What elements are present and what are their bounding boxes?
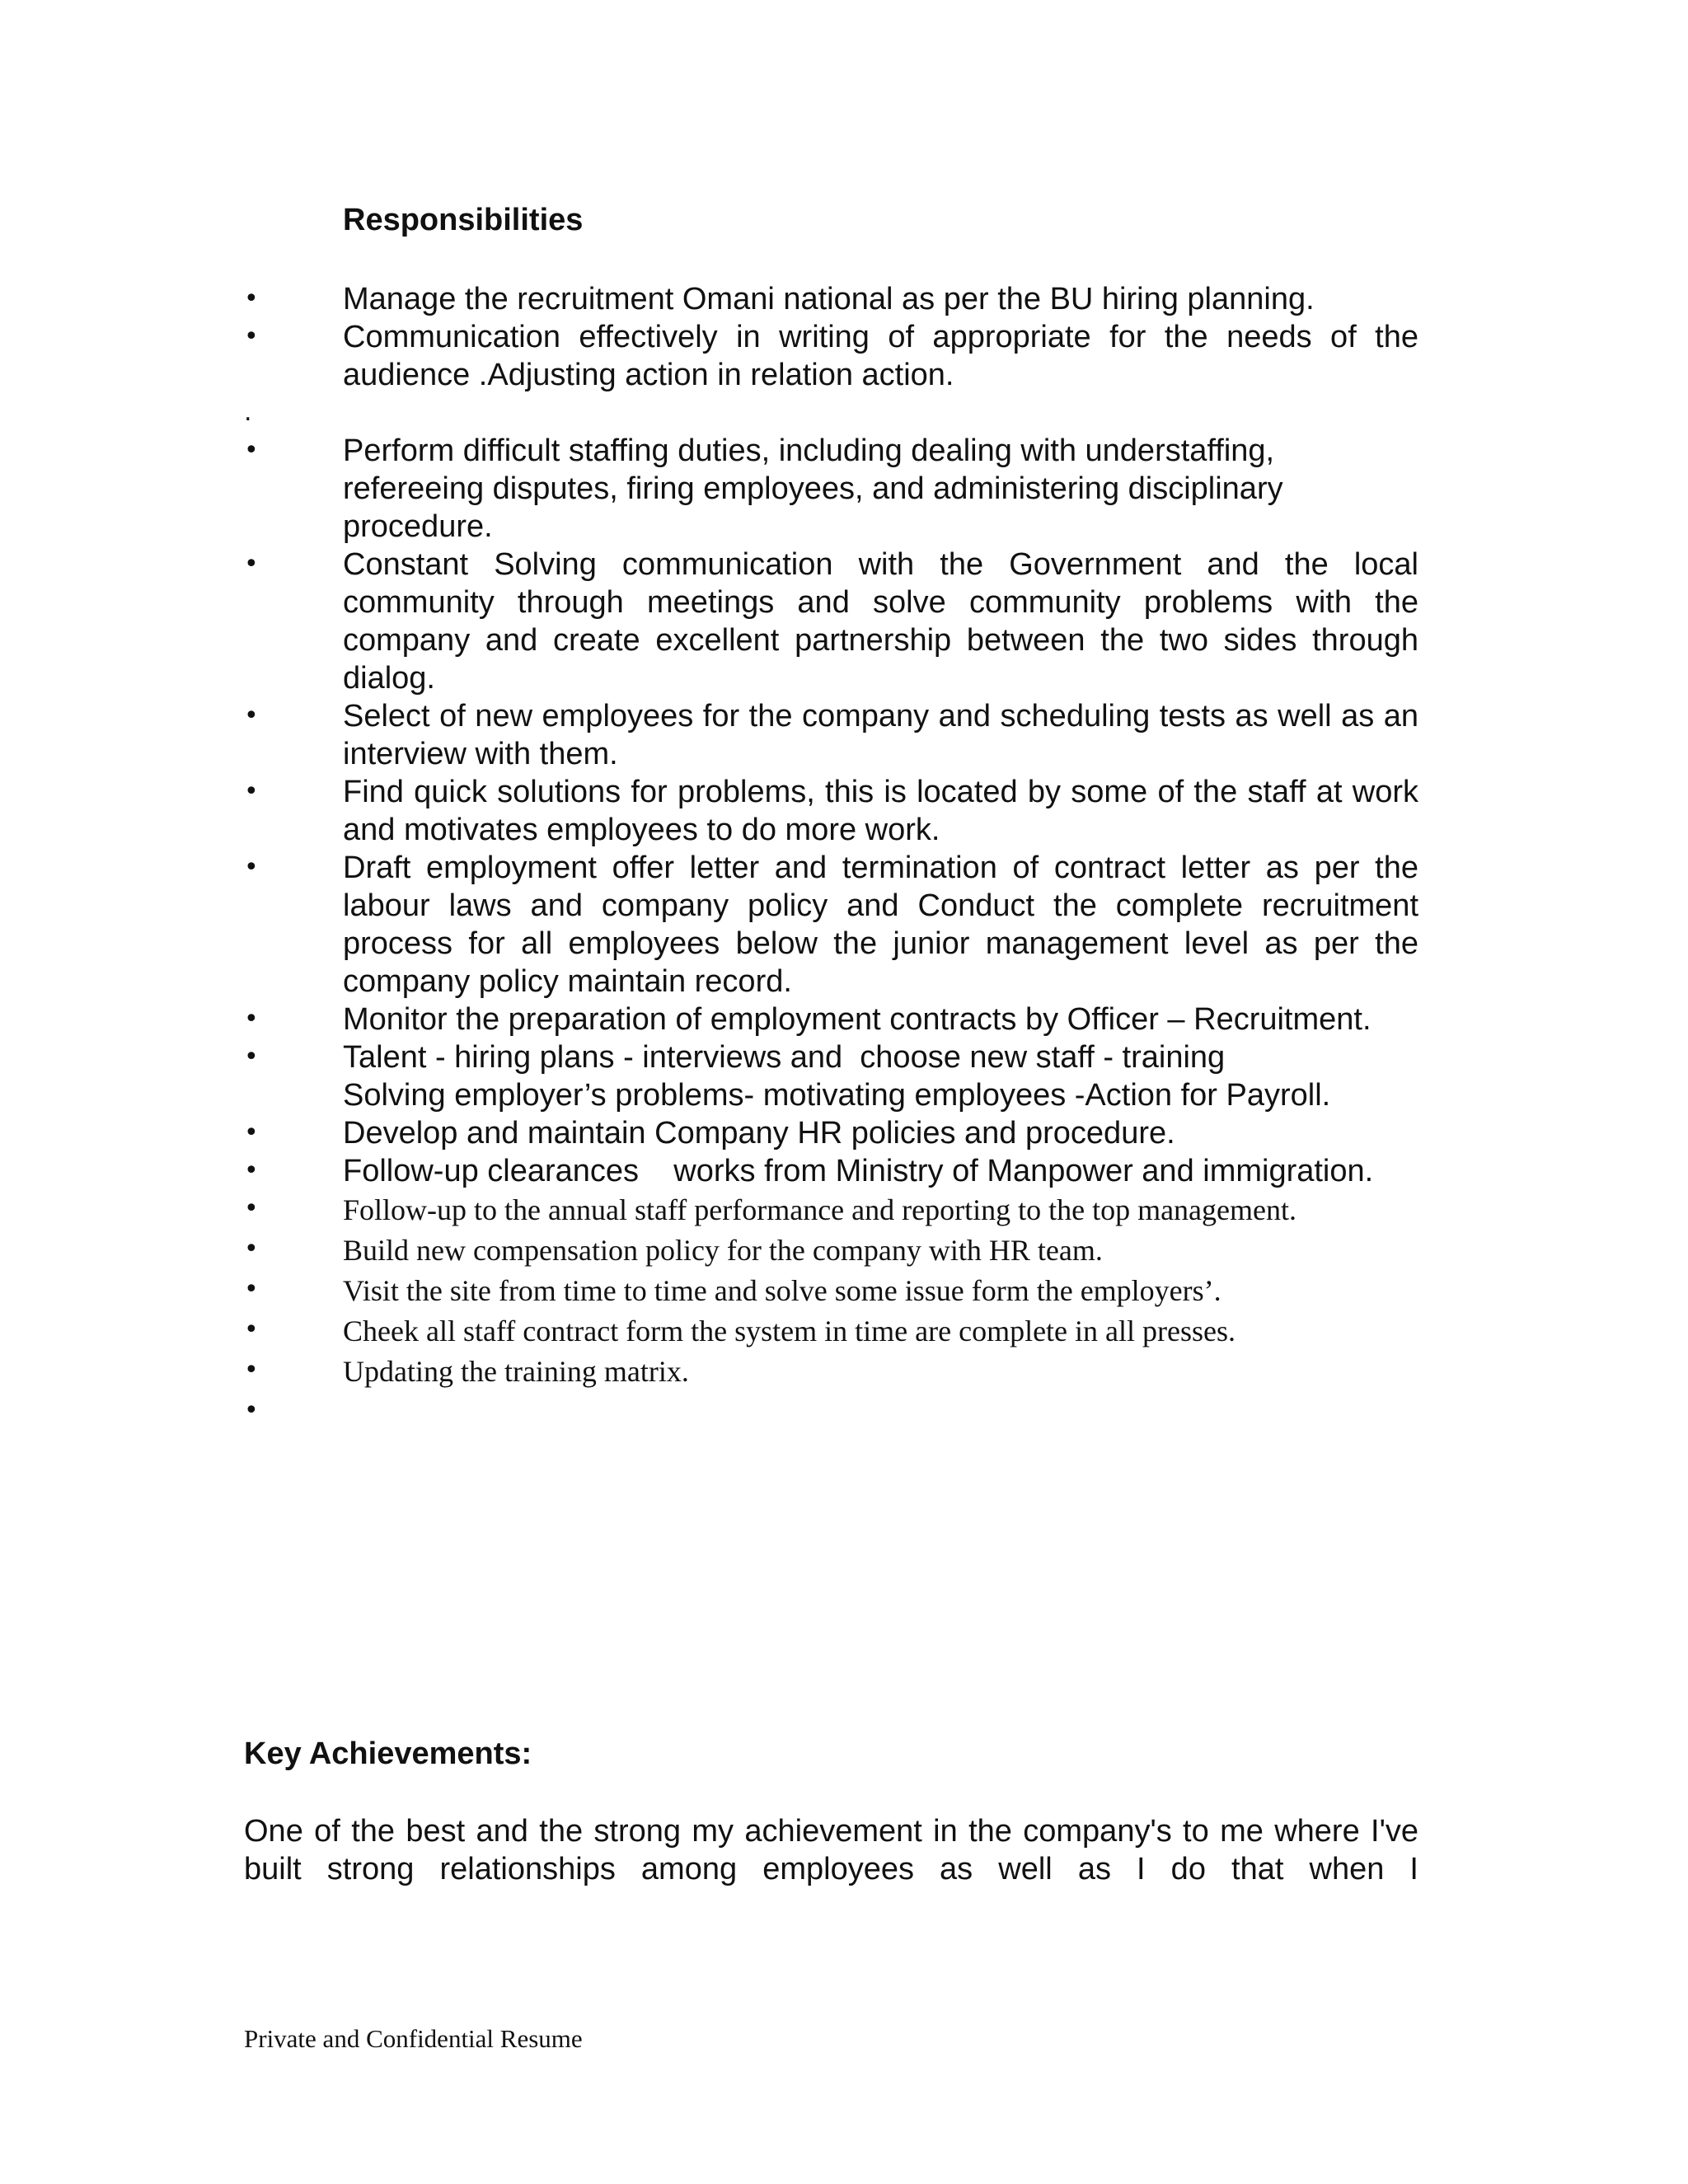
bullet-icon: • [244,284,259,313]
list-item-text: Perform difficult staffing duties, including dealing with understaffing, refereeing disputes, firing employees, and administering disciplinary procedure. [343,434,1283,544]
list-item-text: Draft employment offer letter and termination of contract letter as per the labour laws and company policy and Conduct the complete recruitment process for all employees below the junior management level as per the company policy maintain record. [343,851,1418,999]
list-item [244,546,1418,697]
bullet-icon: • [244,322,259,351]
list-item [244,432,1418,546]
bullet-icon: • [244,1005,259,1033]
responsibilities-list [244,280,1418,1432]
list-item [244,1271,1418,1311]
bullet-icon: • [244,1275,259,1304]
list-item-text: Communication effectively in writing of appropriate for the needs of the audience .Adjusting action in relation action. [343,320,1418,392]
list-item [244,849,1418,1001]
bullet-icon: • [244,777,259,806]
list-item [244,1392,1418,1432]
key-achievements-heading: Key Achievements: [244,1736,532,1771]
bullet-icon: • [244,1356,259,1385]
list-item [244,1076,1418,1114]
bullet-icon: • [244,1156,259,1185]
achievements-paragraph: One of the best and the strong my achievement in the company's to me where I've built strong relationships among employees as well as I do that when I [244,1814,1418,1886]
bullet-icon: • [244,1118,259,1147]
list-item-text: Visit the site from time to time and solve some issue form the employers’. [343,1274,1221,1307]
list-item-text: Build new compensation policy for the company with HR team. [343,1234,1103,1267]
list-item [244,1114,1418,1152]
list-item-text: Constant Solving communication with the Government and the local community through meetings and solve community problems with the company and create excellent partnership between the two sides through dialog. [343,547,1418,696]
bullet-icon: • [244,1194,259,1223]
bullet-icon: • [244,1235,259,1263]
bullet-icon: • [244,436,259,465]
list-item-text: Cheek all staff contract form the system in time are complete in all presses. [343,1315,1236,1347]
list-item-text: Develop and maintain Company HR policies and procedure. [343,1116,1175,1151]
list-item [244,773,1418,849]
bullet-icon: • [244,701,259,730]
list-item [244,280,1418,318]
list-item [244,1190,1418,1230]
list-item [244,1311,1418,1352]
list-item-text: Solving employer’s problems- motivating employees -Action for Payroll. [343,1078,1331,1113]
list-item-text: Find quick solutions for problems, this is located by some of the staff at work and motivates employees to do more work. [343,775,1418,847]
list-item [244,1230,1418,1271]
bullet-icon: . [244,398,252,427]
list-item-text: Updating the training matrix. [343,1355,689,1388]
list-item [244,697,1418,773]
list-item-text: Follow-up clearances works from Ministry of Manpower and immigration. [343,1154,1374,1188]
bullet-icon: • [244,550,259,579]
list-item [244,394,1418,432]
list-item-text: Manage the recruitment Omani national as per the BU hiring planning. [343,282,1315,316]
list-item [244,1038,1418,1076]
footer-text: Private and Confidential Resume [244,2024,583,2053]
list-item-text: Select of new employees for the company and scheduling tests as well as an interview with them. [343,699,1418,771]
bullet-icon: • [244,1396,259,1425]
list-item-text: Follow-up to the annual staff performance and reporting to the top management. [343,1193,1296,1226]
list-item [244,1152,1418,1190]
responsibilities-heading: Responsibilities [343,203,584,237]
bullet-icon: • [244,1315,259,1344]
list-item-text: Talent - hiring plans - interviews and choose new staff - training [343,1040,1226,1075]
list-item [244,318,1418,394]
bullet-icon: • [244,1043,259,1071]
list-item-text: Monitor the preparation of employment contracts by Officer – Recruitment. [343,1002,1372,1037]
bullet-icon: • [244,853,259,882]
list-item [244,1001,1418,1038]
list-item [244,1352,1418,1392]
